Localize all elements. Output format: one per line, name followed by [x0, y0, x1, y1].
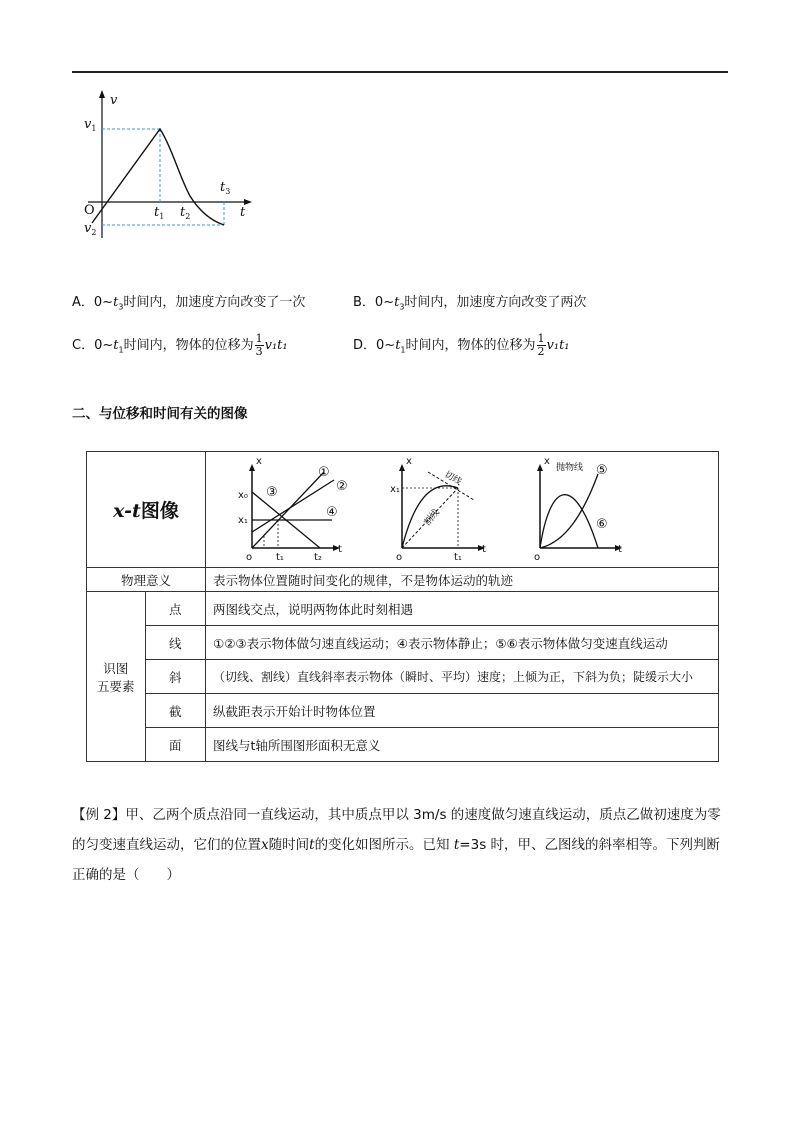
graph1-t-label: t — [338, 544, 342, 555]
t3-label: $t_3$ — [220, 180, 231, 196]
xt-graph-1 — [238, 456, 348, 563]
line-1 — [252, 472, 324, 548]
graph1-t1-label: t₁ — [276, 552, 284, 563]
graph1-o-label: o — [246, 552, 253, 563]
circle-2-label: ② — [336, 479, 348, 494]
v-axis-arrow — [99, 90, 105, 98]
graph1-x1-label: x₁ — [238, 515, 248, 526]
circle-1-label: ① — [318, 465, 330, 480]
v2-label: $v_2$ — [84, 221, 97, 237]
graph3-x-label: x — [544, 456, 550, 467]
parabola-label: 抛物线 — [556, 463, 584, 473]
graphs-cell — [206, 452, 719, 568]
option-b[interactable]: B．$0\sim t_3$时间内，加速度方向改变了两次 — [353, 295, 587, 312]
physics-label: 物理意义 — [87, 568, 206, 592]
header-title-italic: x-t — [113, 500, 141, 522]
graph2-t-label: t — [482, 544, 486, 555]
row-key-line: 线 — [145, 626, 206, 660]
t-axis-label: t — [240, 205, 246, 220]
origin-label: O — [84, 203, 95, 218]
option-d[interactable]: D．$0\sim t_1$时间内，物体的位移为 $\frac{1}{2}$ v₁t₁ — [353, 332, 570, 358]
option-c[interactable]: C．$0\sim t_1$时间内，物体的位移为 $\frac{1}{3}$ v₁t₁ — [72, 332, 288, 358]
row-key-area: 面 — [145, 728, 206, 762]
row-key-intercept: 截 — [145, 694, 206, 728]
graph2-x1-label: x₁ — [390, 484, 400, 495]
graph2-o-label: o — [396, 552, 403, 563]
graph2-t1-label: t₁ — [454, 552, 462, 563]
v-axis-label: v — [110, 93, 118, 108]
xt-graphs — [206, 452, 718, 564]
row-key-point: 点 — [145, 592, 206, 626]
graph1-t2-label: t₂ — [314, 552, 322, 563]
row-text-slope: （切线、割线）直线斜率表示物体（瞬时、平均）速度；上倾为正，下斜为负；陡缓示大小 — [206, 660, 719, 694]
top-rule — [72, 71, 728, 73]
t2-label: $t_2$ — [180, 205, 191, 221]
example-2: 【例 2】甲、乙两个质点沿同一直线运动，其中质点甲以 3m/s 的速度做匀速直线运动，质点乙做初速度为零的匀变速直线运动，它们的位置x随时间t的变化如图所示。已知 t=3s 时，甲、乙图线的斜率相等。下列判断正确的是（ ） — [72, 807, 721, 883]
circle-6-label: ⑥ — [596, 517, 608, 532]
circle-5-label: ⑤ — [596, 463, 608, 478]
xt-graph-3 — [534, 456, 622, 563]
circle-3-label: ③ — [266, 485, 278, 500]
section-title: 二、与位移和时间有关的图像 — [72, 406, 248, 422]
graph1-x-label: x — [256, 456, 262, 467]
graph3-t-label: t — [618, 544, 622, 555]
secant-label: 割线 — [422, 507, 442, 528]
fraction: $\frac{1}{3}$ — [255, 332, 263, 358]
v1-label: $v_1$ — [84, 117, 97, 133]
physics-text: 表示物体位置随时间变化的规律，不是物体运动的轨迹 — [206, 568, 719, 592]
line-2 — [252, 480, 334, 532]
t1-label: $t_1$ — [154, 205, 165, 221]
xt-graph-2 — [390, 456, 486, 563]
vt-graph — [80, 88, 270, 248]
graph2-x-label: x — [406, 456, 412, 467]
row-text-line: ①②③表示物体做匀速直线运动；④表示物体静止；⑤⑥表示物体做匀变速直线运动 — [206, 626, 719, 660]
parabola-6 — [540, 495, 598, 548]
circle-4-label: ④ — [326, 505, 338, 520]
table-header-cell — [87, 452, 206, 568]
row-text-point: 两图线交点，说明两物体此时刻相遇 — [206, 592, 719, 626]
graph3-o-label: o — [534, 552, 541, 563]
row-text-area: 图线与t轴所围图形面积无意义 — [206, 728, 719, 762]
fraction: $\frac{1}{2}$ — [537, 332, 545, 358]
option-a[interactable]: A．$0\sim t_3$时间内，加速度方向改变了一次 — [72, 295, 306, 312]
row-key-slope: 斜 — [145, 660, 206, 694]
xt-table — [86, 451, 719, 762]
graph1-x0-label: x₀ — [238, 490, 248, 501]
header-title: 图像 — [140, 500, 179, 522]
group-label: 识图 五要素 — [87, 592, 146, 762]
tangent-label: 切线 — [442, 469, 464, 488]
row-text-intercept: 纵截距表示开始计时物体位置 — [206, 694, 719, 728]
